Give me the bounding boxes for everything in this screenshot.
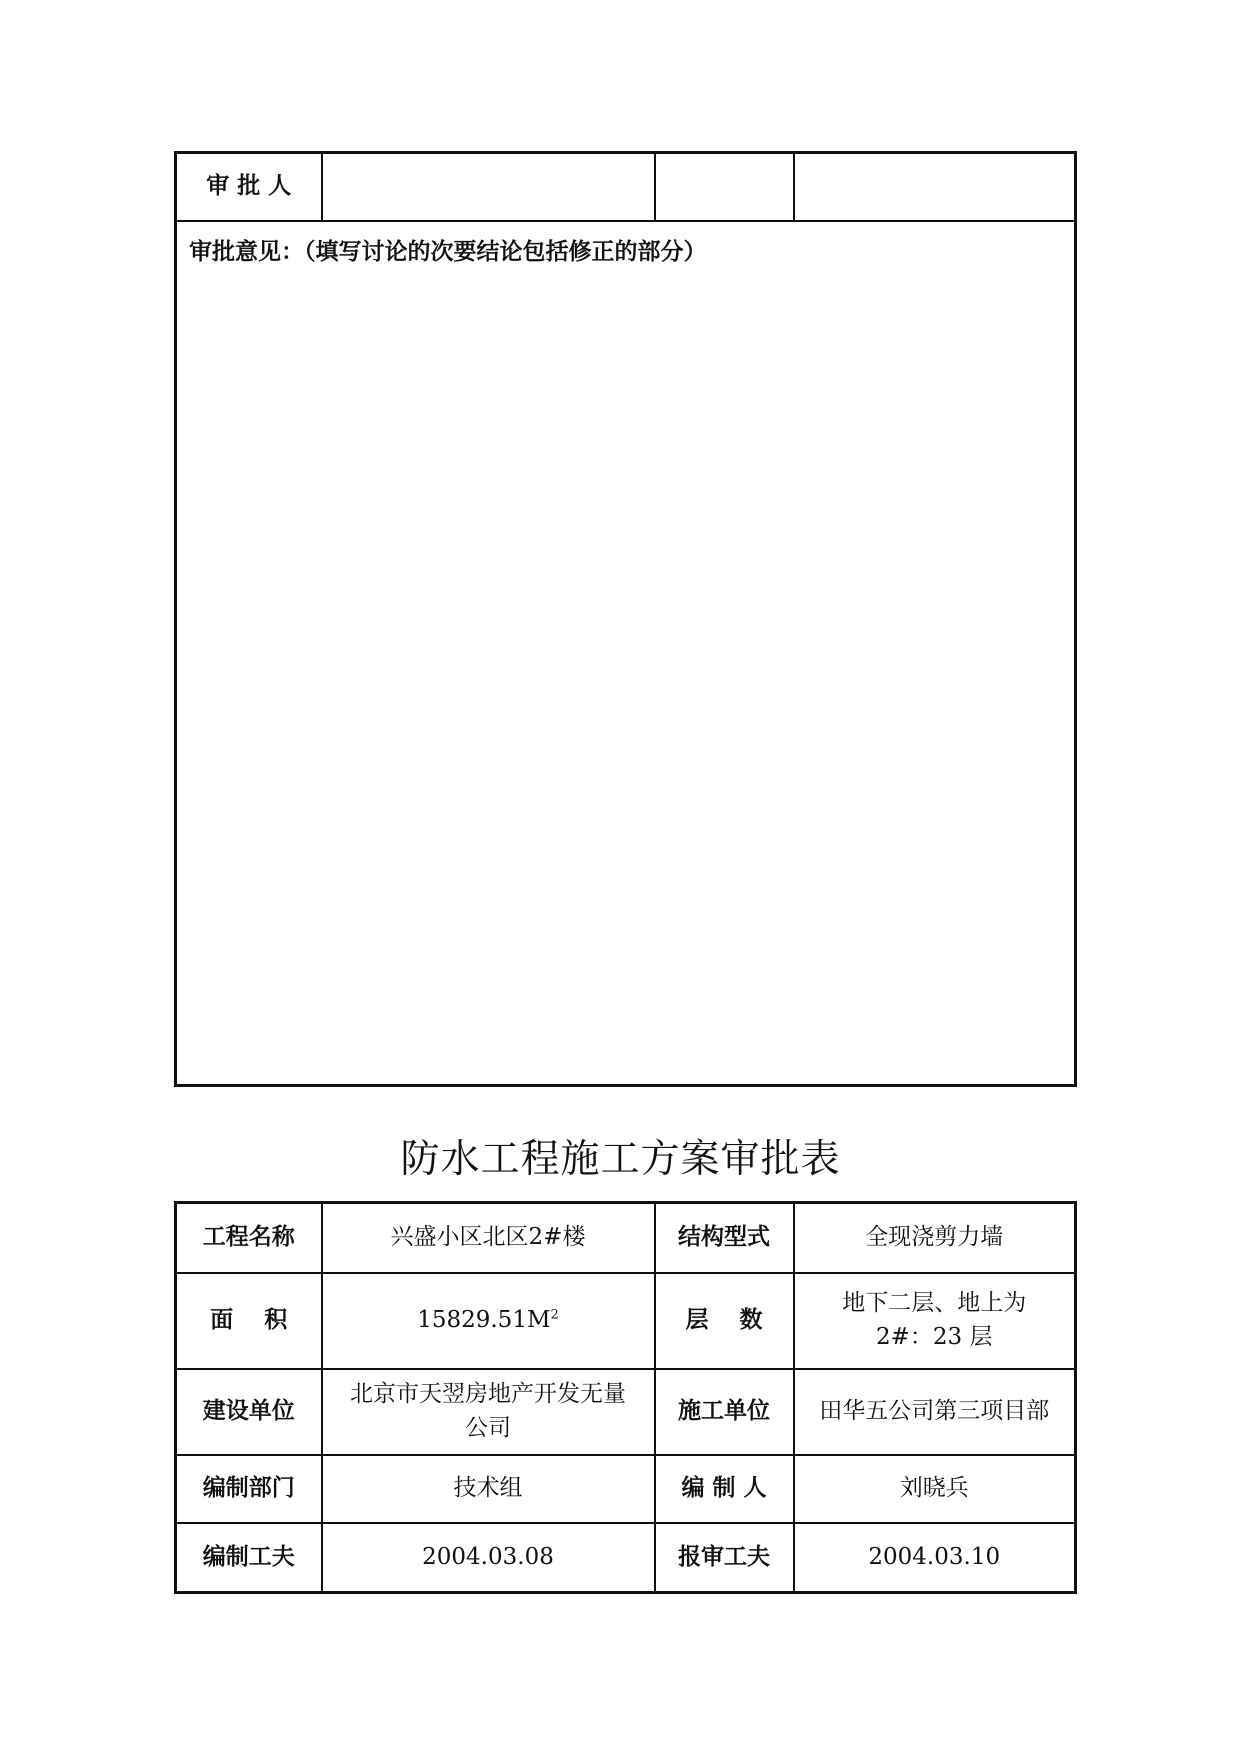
- author-label: 编 制 人: [655, 1455, 794, 1523]
- owner-value-cell: [322, 1369, 655, 1455]
- area-value-cell: [322, 1273, 655, 1369]
- floors-label: 层 数: [655, 1273, 794, 1369]
- floors-line-1: 地下二层、地上为: [842, 1290, 1027, 1317]
- approver-date-label-cell: [655, 153, 794, 221]
- area-unit-superscript: 2: [550, 1307, 559, 1323]
- dept-value: 技术组: [322, 1455, 655, 1523]
- author-value: 刘晓兵: [794, 1455, 1076, 1523]
- area-label: 面 积: [176, 1273, 322, 1369]
- project-name-value: 兴盛小区北区2#楼: [322, 1203, 655, 1273]
- submit-date-label: 报审工夫: [655, 1523, 794, 1593]
- approval-table: [174, 151, 1077, 1087]
- approver-date-field[interactable]: [794, 153, 1076, 221]
- structure-value: 全现浇剪力墙: [794, 1203, 1076, 1273]
- document-title: 防水工程施工方案审批表: [400, 1137, 841, 1182]
- opinion-cell[interactable]: [176, 221, 1076, 1086]
- contractor-value: 田华五公司第三项目部: [794, 1369, 1076, 1455]
- structure-label: 结构型式: [655, 1203, 794, 1273]
- owner-label: 建设单位: [176, 1369, 322, 1455]
- owner-line-1: 北京市天翌房地产开发无量: [350, 1381, 626, 1408]
- submit-date-value: 2004.03.10: [794, 1523, 1076, 1593]
- opinion-label: 审批意见：（填写讨论的次要结论包括修正的部分）: [189, 238, 707, 265]
- contractor-label: 施工单位: [655, 1369, 794, 1455]
- project-name-label: 工程名称: [176, 1203, 322, 1273]
- floors-value-cell: [794, 1273, 1076, 1369]
- approver-field[interactable]: [322, 153, 655, 221]
- compile-date-value: 2004.03.08: [322, 1523, 655, 1593]
- owner-line-2: 公司: [465, 1414, 511, 1441]
- dept-label: 编制部门: [176, 1455, 322, 1523]
- floors-line-2: 2#：23 层: [876, 1323, 993, 1350]
- compile-date-label: 编制工夫: [176, 1523, 322, 1593]
- info-table: [174, 1201, 1077, 1594]
- approver-label: 审 批 人: [176, 153, 322, 221]
- area-value: 15829.51M: [417, 1306, 551, 1333]
